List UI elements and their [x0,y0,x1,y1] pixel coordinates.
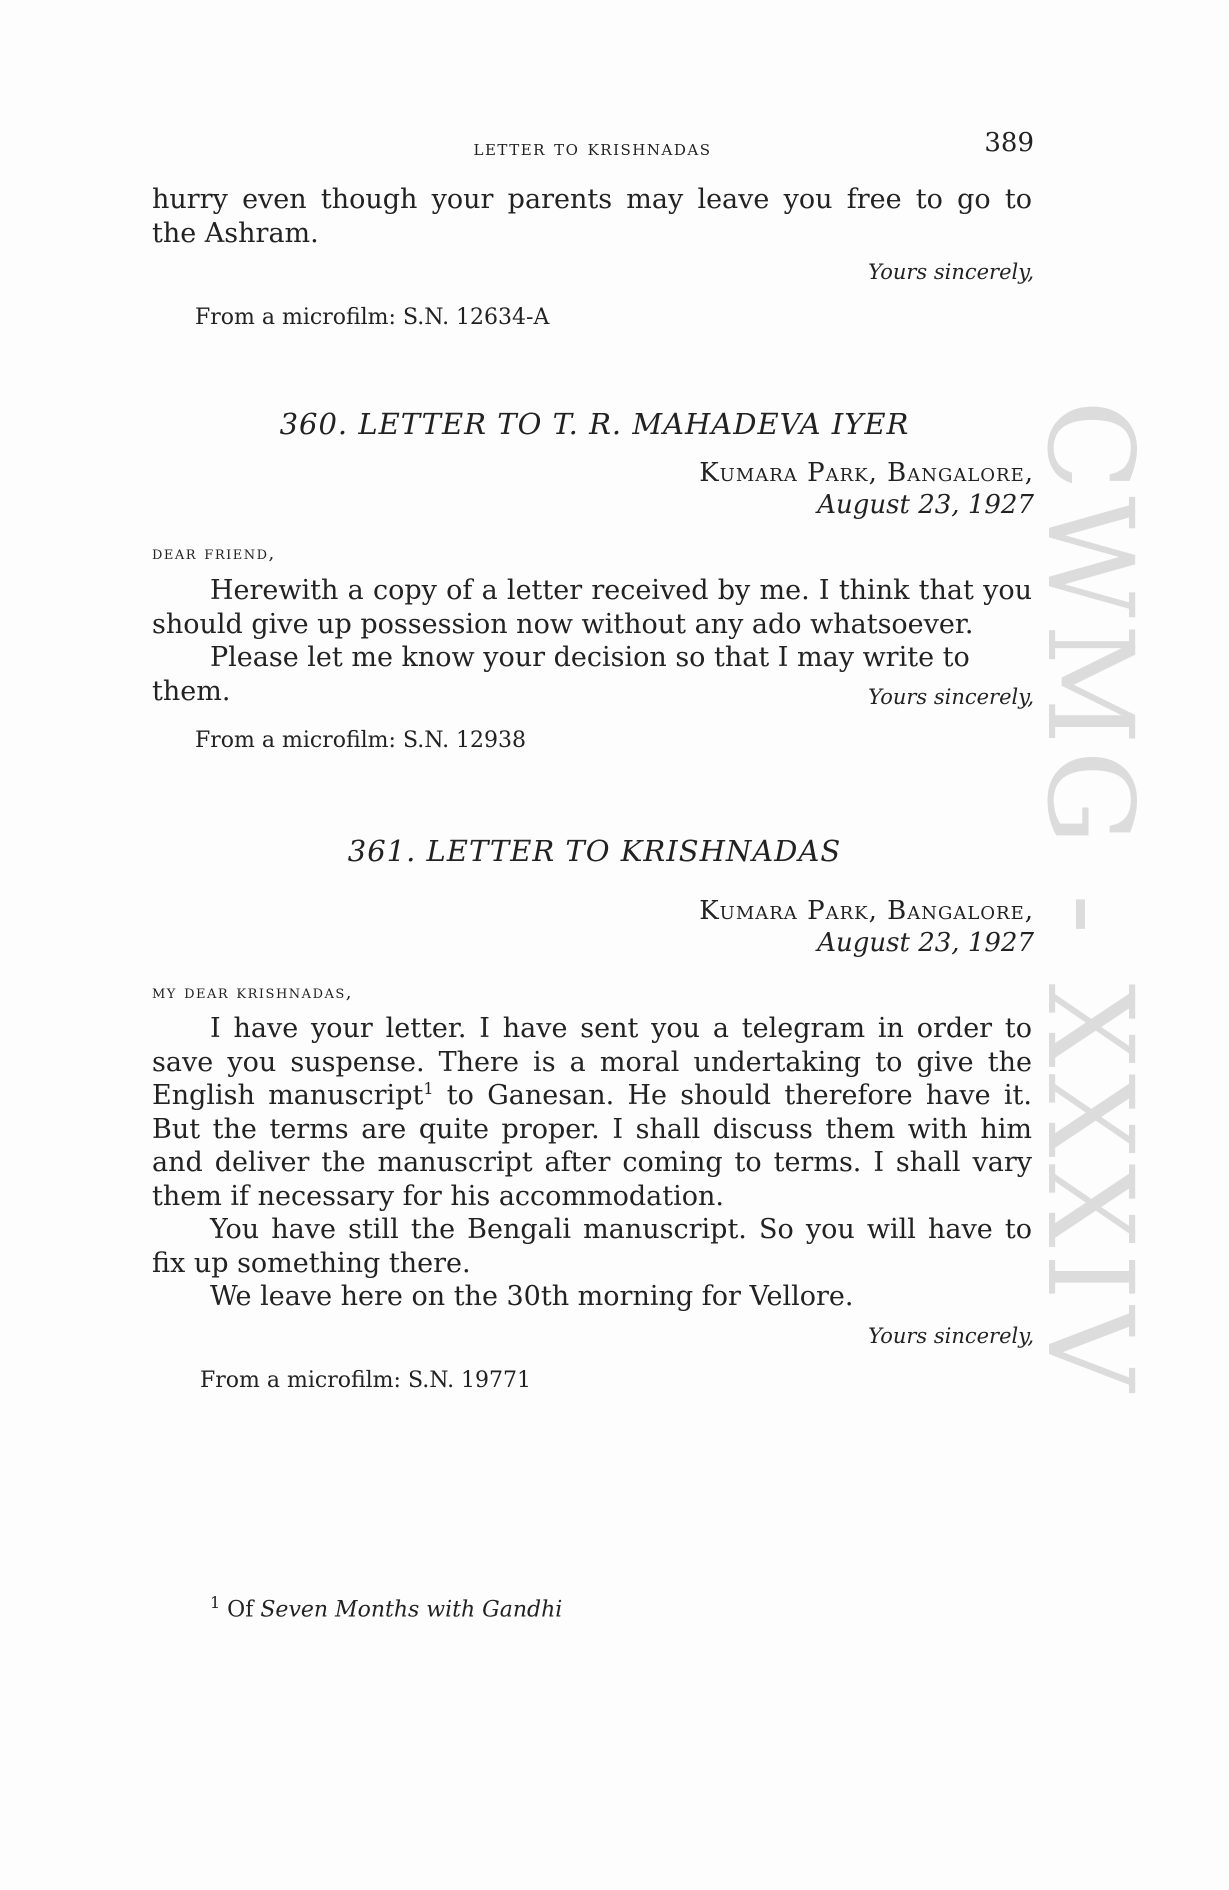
place-date [699,895,1034,959]
footnote-title: Seven Months with Gandhi [260,1597,563,1623]
closing: Yours sincerely, [868,1324,1034,1348]
salutation: dear friend, [152,543,276,564]
closing: Yours sincerely, [868,685,1034,709]
text-line: We leave here on the 30th morning for Vellore. [210,1281,854,1312]
place: Kumara Park, Bangalore, [699,896,1034,926]
page-number: 389 [984,128,1034,158]
text-line: I have your letter. I have sent you a telegram in order to [210,1013,1032,1044]
text-line: hurry even though your parents may leave you free to go to [152,184,1032,215]
source-note: From a microfilm: S.N. 12634-A [195,305,550,330]
source-note: From a microfilm: S.N. 12938 [195,728,527,753]
letter-body [152,1012,1032,1314]
letter-heading: 361. LETTER TO KRISHNADAS [347,834,842,868]
text-line: the Ashram. [152,217,319,249]
running-head [150,136,1035,160]
footnote: $^1$ Of Seven Months with Gandhi [210,1593,563,1623]
text-line: But the terms are quite proper. I shall discuss them with him [152,1113,1032,1145]
source-note: From a microfilm: S.N. 19771 [200,1368,532,1393]
place-date [699,457,1034,521]
watermark: CWMG - XXXIV [1021,400,1159,1398]
footnote-marker: 1 [423,1079,434,1098]
text-line: should give up possession now without any ado whatsoever. [152,608,974,640]
text-line: English manuscript$^1$ to Ganesan. He should therefore have it. [152,1079,1032,1111]
text-line: Please let me know your decision so that I may write to them. [152,642,970,707]
text-line: save you suspense. There is a moral undertaking to give the [152,1046,1032,1078]
text-line: them if necessary for his accommodation. [152,1180,724,1212]
place: Kumara Park, Bangalore, [699,458,1034,488]
date: August 23, 1927 [817,928,1034,958]
running-title: letter to krishnadas [473,136,712,160]
closing: Yours sincerely, [868,260,1034,284]
date: August 23, 1927 [817,490,1034,520]
footnote-number: 1 [210,1593,221,1612]
salutation: my dear krishnadas, [152,982,354,1003]
continuation-text [152,183,1032,250]
letter-heading: 360. LETTER TO T. R. MAHADEVA IYER [279,407,910,441]
text-line: and deliver the manuscript after coming to terms. I shall vary [152,1147,1032,1178]
text-line: fix up something there. [152,1247,471,1279]
text-line: Herewith a copy of a letter received by me. I think that you [210,575,1032,606]
text-line: You have still the Bengali manuscript. So you will have to [210,1214,1032,1245]
